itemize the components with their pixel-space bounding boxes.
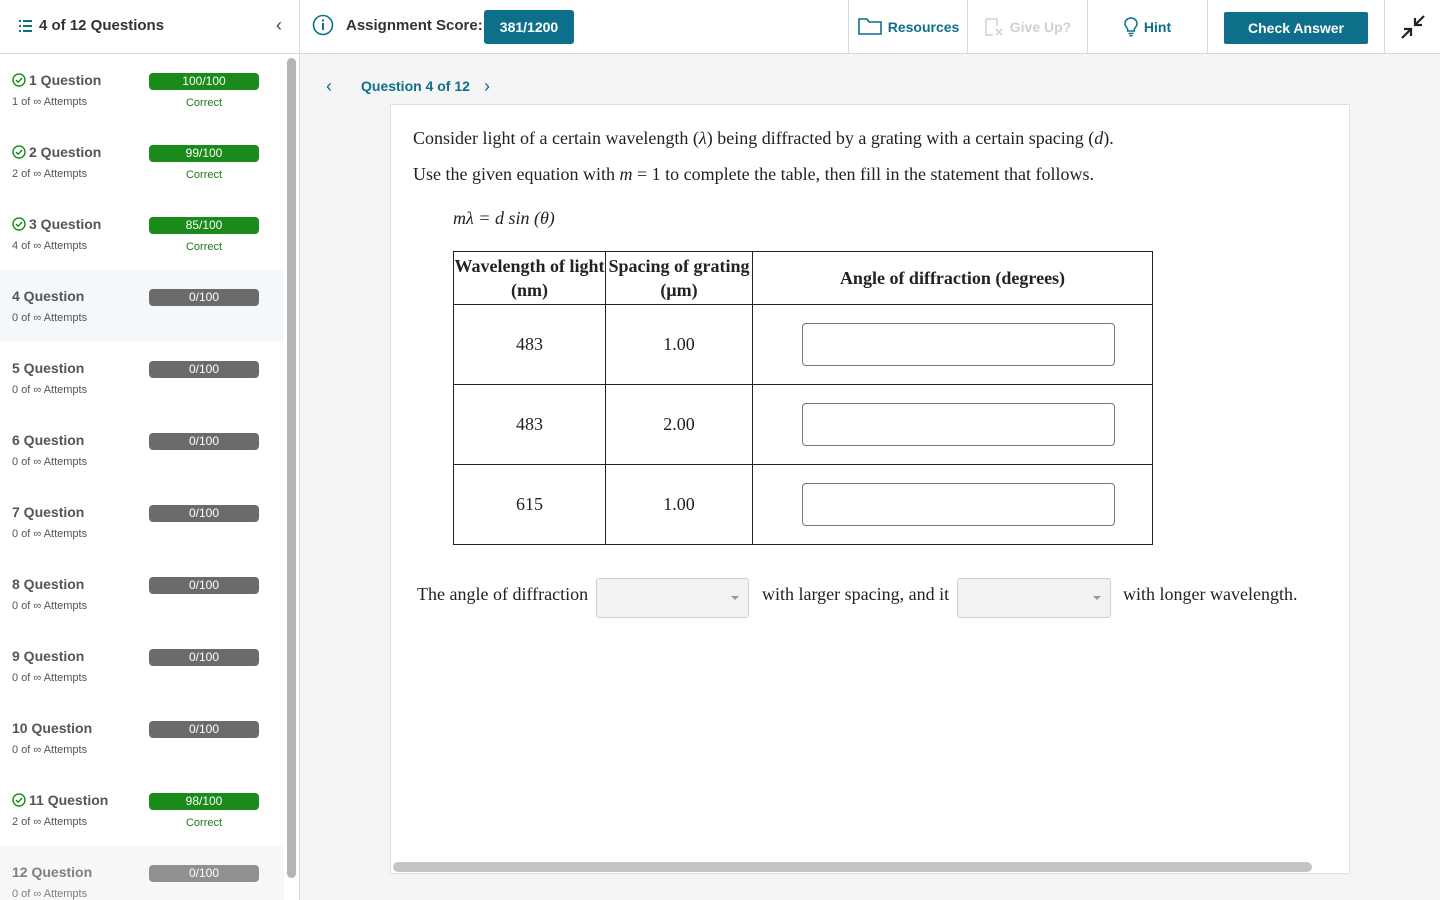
question-score-badge: 0/100 — [149, 289, 259, 306]
hint-button[interactable] — [1087, 0, 1208, 53]
question-status: Correct — [185, 169, 223, 181]
sidebar-question-item[interactable] — [0, 846, 284, 900]
hint-label: Hint — [1143, 18, 1172, 35]
question-score-badge: 0/100 — [149, 577, 259, 594]
sidebar-question-item[interactable] — [0, 486, 284, 558]
question-title — [12, 720, 92, 736]
spacing-cell: 1.00 — [606, 305, 753, 385]
question-score-badge: 98/100 — [149, 793, 259, 810]
folder-icon — [858, 17, 882, 36]
question-title-label: 5 Question — [12, 360, 85, 376]
prompt-text-2: ) being diffracted by a grating with a certain spacing ( — [706, 128, 1095, 148]
angle-input-1[interactable] — [802, 323, 1115, 366]
sidebar-question-item[interactable] — [0, 702, 284, 774]
exit-fullscreen-button[interactable] — [1384, 0, 1440, 53]
question-title — [12, 504, 84, 520]
question-status: Correct — [185, 817, 223, 829]
question-title-label: 1 Question — [29, 72, 102, 88]
prompt-text-3: ). — [1103, 128, 1114, 148]
equation: mλ = d sin (θ) — [453, 208, 555, 228]
sidebar-question-item[interactable] — [0, 54, 284, 126]
angle-input-2[interactable] — [802, 403, 1115, 446]
question-attempts: 0 of ∞ Attempts — [12, 888, 88, 900]
question-title-label: 8 Question — [12, 576, 85, 592]
chevron-down-icon — [731, 596, 739, 600]
sidebar-question-item[interactable] — [0, 270, 284, 342]
give-up-icon — [984, 17, 1004, 37]
lambda-symbol: λ — [698, 128, 707, 148]
instruction-eq: = 1 — [632, 164, 666, 184]
question-score-badge: 0/100 — [149, 721, 259, 738]
wavelength-cell: 483 — [454, 305, 606, 385]
m-symbol: m — [619, 164, 633, 184]
instruction-text-1: Use the given equation with — [413, 164, 620, 184]
question-title — [12, 648, 84, 664]
question-attempts: 0 of ∞ Attempts — [12, 600, 88, 612]
question-title-label: 2 Question — [29, 144, 102, 160]
next-question-button[interactable]: › — [484, 76, 490, 96]
question-title — [12, 72, 101, 88]
sidebar-question-item[interactable] — [0, 126, 284, 198]
question-title-label: 7 Question — [12, 504, 85, 520]
question-title-label: 10 Question — [12, 720, 93, 736]
spacing-trend-dropdown[interactable] — [596, 578, 749, 618]
check-answer-button[interactable]: Check Answer — [1224, 12, 1368, 44]
sidebar-scrollbar[interactable] — [287, 58, 296, 878]
spacing-cell: 1.00 — [606, 465, 753, 545]
question-counter: 4 of 12 Questions — [39, 17, 165, 34]
statement-text-3: with longer wavelength. — [1123, 584, 1298, 604]
angle-input-3[interactable] — [802, 483, 1115, 526]
question-score-badge: 0/100 — [149, 433, 259, 450]
sidebar-question-item[interactable] — [0, 414, 284, 486]
question-attempts: 0 of ∞ Attempts — [12, 456, 88, 468]
table-row — [454, 385, 1153, 465]
question-nav-label: Question 4 of 12 — [361, 78, 470, 94]
question-title — [12, 216, 101, 232]
question-title — [12, 864, 92, 880]
question-attempts: 4 of ∞ Attempts — [12, 240, 88, 252]
question-score-badge: 99/100 — [149, 145, 259, 162]
table-header-row — [454, 252, 1153, 305]
question-attempts: 0 of ∞ Attempts — [12, 528, 88, 540]
header-spacing: Spacing of grating (µm) — [606, 252, 753, 305]
previous-question-button[interactable]: ‹ — [326, 76, 332, 96]
question-status: Correct — [185, 241, 223, 253]
collapse-sidebar-button[interactable]: ‹ — [276, 15, 282, 35]
lightbulb-icon — [1124, 17, 1138, 37]
question-prompt — [413, 128, 1114, 149]
question-title — [12, 792, 108, 808]
angle-cell — [753, 385, 1153, 465]
give-up-button[interactable] — [967, 0, 1087, 53]
question-score-badge: 0/100 — [149, 361, 259, 378]
header-angle: Angle of diffraction (degrees) — [753, 252, 1153, 305]
wavelength-trend-dropdown[interactable] — [957, 578, 1111, 618]
check-circle-icon — [12, 73, 26, 87]
question-sidebar — [0, 54, 300, 900]
data-table — [453, 251, 1153, 545]
collapse-arrows-icon — [1400, 14, 1426, 40]
question-score-badge: 0/100 — [149, 649, 259, 666]
statement-text-2: with larger spacing, and it — [762, 584, 950, 604]
assignment-score-badge: 381/1200 — [484, 10, 574, 44]
wavelength-cell: 483 — [454, 385, 606, 465]
spacing-cell: 2.00 — [606, 385, 753, 465]
wavelength-cell: 615 — [454, 465, 606, 545]
question-counter-panel — [0, 0, 300, 53]
question-title — [12, 432, 84, 448]
horizontal-scrollbar[interactable] — [393, 862, 1312, 872]
give-up-label: Give Up? — [1009, 18, 1072, 35]
question-attempts: 1 of ∞ Attempts — [12, 96, 88, 108]
question-list — [0, 54, 284, 900]
list-icon — [19, 19, 32, 33]
sidebar-question-item[interactable] — [0, 342, 284, 414]
resources-button[interactable] — [848, 0, 968, 53]
question-title-label: 12 Question — [12, 864, 93, 880]
question-status: Correct — [185, 97, 223, 109]
question-attempts: 0 of ∞ Attempts — [12, 672, 88, 684]
check-circle-icon — [12, 145, 26, 159]
sidebar-question-item[interactable] — [0, 198, 284, 270]
check-circle-icon — [12, 793, 26, 807]
table-row — [454, 465, 1153, 545]
sidebar-question-item[interactable] — [0, 630, 284, 702]
top-bar — [0, 0, 1440, 54]
question-title — [12, 288, 84, 304]
table-row — [454, 305, 1153, 385]
question-title — [12, 144, 101, 160]
chevron-down-icon — [1093, 596, 1101, 600]
question-attempts: 0 of ∞ Attempts — [12, 384, 88, 396]
question-score-badge: 0/100 — [149, 505, 259, 522]
header-wavelength: Wavelength of light (nm) — [454, 252, 606, 305]
question-attempts: 0 of ∞ Attempts — [12, 744, 88, 756]
question-attempts: 2 of ∞ Attempts — [12, 168, 88, 180]
statement-text-1: The angle of diffraction — [417, 584, 589, 604]
instruction-text-2: to complete the table, then fill in the statement that follows. — [665, 164, 1095, 184]
angle-cell — [753, 465, 1153, 545]
question-attempts: 0 of ∞ Attempts — [12, 312, 88, 324]
question-title-label: 11 Question — [29, 792, 109, 808]
question-title — [12, 576, 84, 592]
assignment-score-label: Assignment Score: — [346, 17, 483, 34]
resources-label: Resources — [887, 18, 960, 35]
angle-cell — [753, 305, 1153, 385]
question-title — [12, 360, 84, 376]
question-instruction — [413, 164, 1094, 185]
check-circle-icon — [12, 217, 26, 231]
question-title-label: 3 Question — [29, 216, 102, 232]
question-score-badge: 85/100 — [149, 217, 259, 234]
info-icon[interactable] — [312, 14, 334, 36]
question-attempts: 2 of ∞ Attempts — [12, 816, 88, 828]
question-title-label: 9 Question — [12, 648, 85, 664]
d-symbol: d — [1094, 128, 1104, 148]
prompt-text-1: Consider light of a certain wavelength ( — [413, 128, 699, 148]
question-title-label: 4 Question — [12, 288, 85, 304]
question-score-badge: 100/100 — [149, 73, 259, 90]
question-title-label: 6 Question — [12, 432, 85, 448]
question-score-badge: 0/100 — [149, 865, 259, 882]
sidebar-question-item[interactable] — [0, 558, 284, 630]
sidebar-question-item[interactable] — [0, 774, 284, 846]
